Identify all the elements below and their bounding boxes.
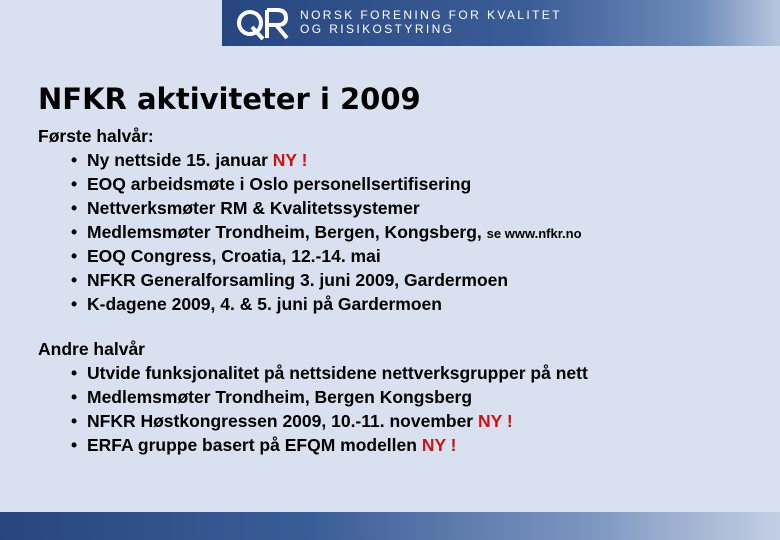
item-text: ERFA gruppe basert på EFQM modellen — [87, 435, 422, 455]
item-text: NFKR Høstkongressen 2009, 10.-11. november — [87, 411, 478, 431]
org-name-line2: OG RISIKOSTYRING — [300, 22, 455, 36]
second-half-list — [38, 361, 588, 457]
org-name-line1: NORSK FORENING FOR KVALITET — [300, 8, 562, 22]
item-text: Utvide funksjonalitet på nettsidene nettverksgrupper på nett — [87, 363, 588, 383]
item-text: Medlemsmøter Trondheim, Bergen, Kongsberg, — [87, 222, 487, 242]
list-item — [38, 268, 582, 292]
item-text: Nettverksmøter RM & Kvalitetssystemer — [87, 198, 420, 218]
nfkr-logo-icon — [236, 3, 294, 43]
item-text: EOQ Congress, Croatia, 12.-14. mai — [87, 246, 381, 266]
bullet-icon: • — [71, 270, 78, 290]
bullet-icon: • — [71, 411, 78, 431]
bullet-icon: • — [71, 198, 78, 218]
bullet-icon: • — [71, 294, 78, 314]
list-item — [38, 292, 582, 316]
bullet-icon: • — [71, 363, 78, 383]
bullet-icon: • — [71, 246, 78, 266]
header-band — [222, 0, 780, 46]
list-item — [38, 172, 582, 196]
item-text: Medlemsmøter Trondheim, Bergen Kongsberg — [87, 387, 473, 407]
first-half-heading: Første halvår: — [38, 126, 154, 146]
first-half-section — [38, 124, 582, 316]
new-badge: NY ! — [272, 150, 308, 170]
list-item — [38, 148, 582, 172]
list-item — [38, 385, 588, 409]
list-item — [38, 196, 582, 220]
list-item — [38, 220, 582, 244]
item-text: EOQ arbeidsmøte i Oslo personellsertifisering — [87, 174, 472, 194]
item-text: K-dagene 2009, 4. & 5. juni på Gardermoen — [87, 294, 442, 314]
bullet-icon: • — [71, 150, 78, 170]
bullet-icon: • — [71, 387, 78, 407]
first-half-list — [38, 148, 582, 316]
item-text: Ny nettside 15. januar — [87, 150, 273, 170]
bullet-icon: • — [71, 174, 78, 194]
list-item — [38, 244, 582, 268]
new-badge: NY ! — [477, 411, 513, 431]
bullet-icon: • — [71, 435, 78, 455]
second-half-section — [38, 337, 588, 457]
list-item — [38, 433, 588, 457]
second-half-heading: Andre halvår — [38, 339, 145, 359]
org-name — [300, 8, 562, 36]
slide-title: NFKR aktiviteter i 2009 — [38, 82, 421, 116]
new-badge: NY ! — [421, 435, 457, 455]
list-item — [38, 361, 588, 385]
list-item — [38, 409, 588, 433]
footer-band — [0, 512, 780, 540]
bullet-icon: • — [71, 222, 78, 242]
item-text: NFKR Generalforsamling 3. juni 2009, Gardermoen — [87, 270, 509, 290]
website-note: se www.nfkr.no — [486, 226, 582, 241]
